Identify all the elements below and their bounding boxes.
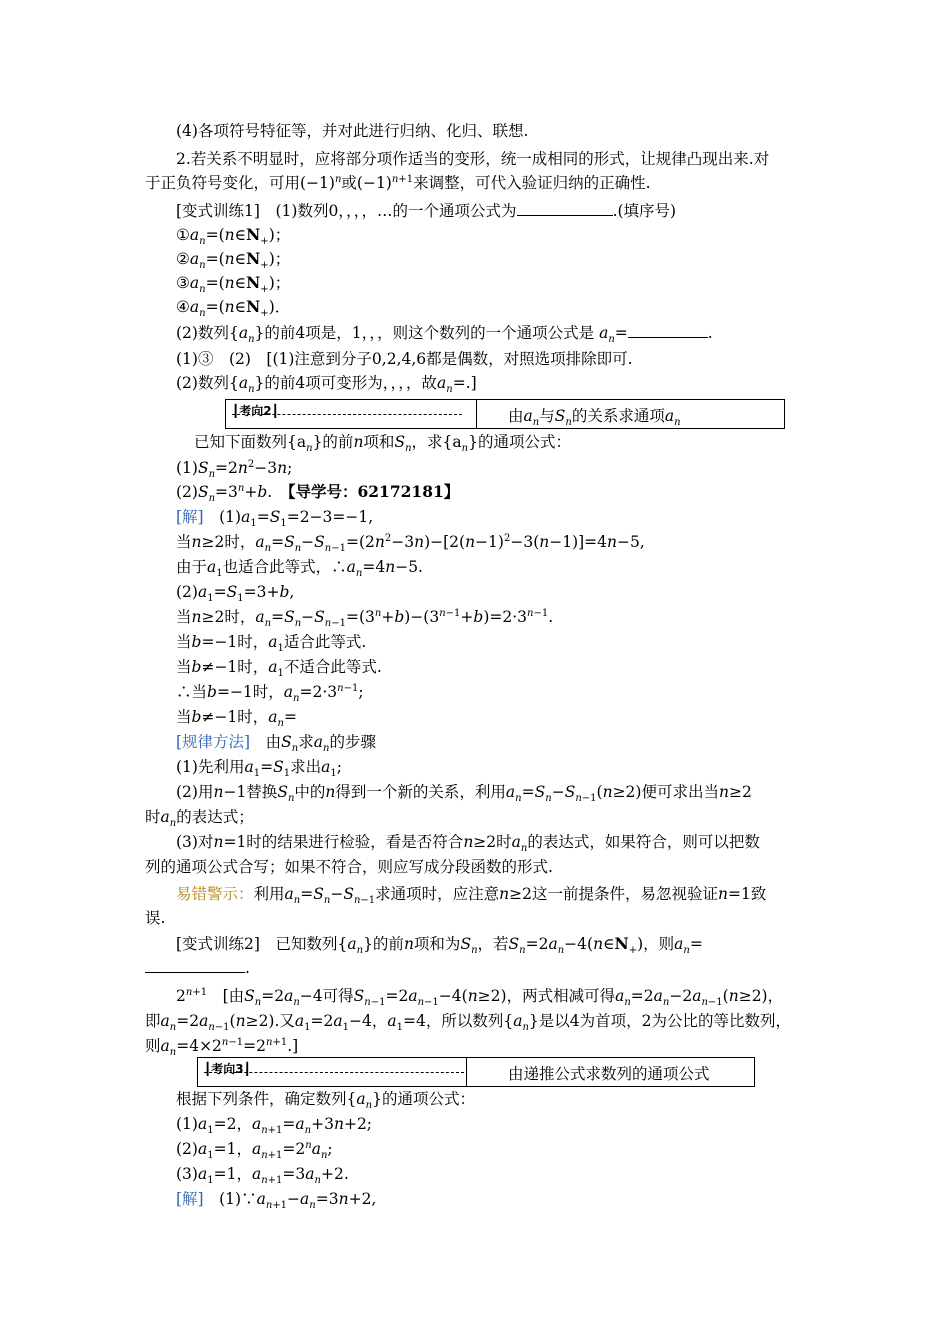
- variant-training-2: [变式训练2] 已知数列$\{a_n\}$的前n项和为$S_n$，若$S_n=2a_n-4(n\in N_+)$，则$a_n=$: [176, 934, 703, 957]
- recur-1: $(1)a_1=2$，$a_{n+1}=a_n+3n+2$;: [176, 1115, 373, 1137]
- problem-intro-2: 已知下面数列$\{a_n\}$的前n项和$S_n$，求$\{a_n\}$的通项公式：: [194, 433, 571, 455]
- section-tag: ┃考向2┃: [232, 404, 279, 418]
- rule-3a: (3)对n=1时的结果进行检验，看是否符合n≥2时$a_n$的表达式，如果符合，则可以把数: [176, 833, 760, 855]
- section-header-3: [197, 1057, 755, 1087]
- section-title-3: 由递推公式求数列的通项公式: [508, 1065, 710, 1083]
- solution-4: $(2)a_1=S_1=3+b$,: [176, 583, 295, 605]
- rule-3b: 列的通项公式合写；如果不符合，则应写成分段函数的形式.: [145, 858, 553, 876]
- recur-3: $(3)a_1=1$，$a_{n+1}=3a_n+2$.: [176, 1165, 349, 1187]
- variant-answer-3: 则$a_n=4\times 2^{n-1}=2^{n+1}$.]: [145, 1036, 299, 1059]
- section-header-2: [225, 399, 785, 429]
- rule-title: [规律方法] 由$S_n$求$a_n$的步骤: [176, 733, 376, 755]
- solution-3: 由于$a_1$也适合此等式，$\therefore a_n=4n-5$.: [176, 558, 423, 580]
- rule-tag: [规律方法]: [176, 733, 251, 751]
- recur-2: $(2)a_1=1$，$a_{n+1}=2^na_n$;: [176, 1139, 333, 1162]
- solution-tag: [解]: [176, 508, 204, 526]
- answer-line-2: (2)数列$\{a_n\}$的前4项可变形为，，，，故$a_n=$.]: [176, 374, 477, 396]
- solution-1: [解] $(1)a_1=S_1=2-3=-1$,: [176, 508, 374, 530]
- answer-blank-3-line: .: [145, 957, 250, 979]
- answer-blank: [517, 201, 613, 216]
- solution-2: 当n≥2时，$a_n=S_n-S_{n-1}=(2n^2-3n)-[2(n-1)^2-3(n-1)]=4n-5$,: [176, 532, 645, 555]
- option-1: $①a_n=(n\in N_+)$；: [176, 225, 291, 248]
- section-title: 由$a_n$与$S_n$的关系求通项$a_n$: [508, 407, 681, 429]
- text-line-1: (4)各项符号特征等，并对此进行归纳、化归、联想.: [176, 122, 529, 140]
- rule-2a: (2)用n−1替换$S_n$中的n得到一个新的关系，利用$a_n=S_n-S_{n-1}(n\ge 2)$便可求出当n≥2: [176, 783, 752, 805]
- variant-answer-2: 即$a_n=2a_{n-1}(n\ge 2)$.又$a_1=2a_1-4$，$a_1=4$，所以数列$\{a_n\}$是以4为首项，2为公比的等比数列，: [145, 1012, 792, 1034]
- option-3: $③a_n=(n\in N_+)$；: [176, 273, 291, 296]
- case-2: $(2)S_n=3^n+b$. 【导学号：62172181】: [176, 482, 460, 505]
- answer-blank-3: [145, 958, 245, 973]
- solution-6: 当b=−1时，$a_1$适合此等式.: [176, 633, 367, 655]
- variant-tag: [变式训练1]: [176, 202, 260, 220]
- warning-tag: 易错警示：: [176, 885, 254, 903]
- answer-blank-2: [628, 323, 708, 338]
- text-line-2b: 于正负符号变化，可用$(-1)^n$或$(-1)^{n+1}$来调整，可代入验证归纳的正确性.: [145, 173, 651, 192]
- answer-line-1: (1)③ (2) [(1)注意到分子0,2,4,6都是偶数，对照选项排除即可.: [176, 350, 633, 368]
- variant-training-1: [变式训练1] (1)数列0，，，，…的一个通项公式为 .(填序号): [176, 202, 677, 220]
- case-1: $(1)S_n=2n^2-3n$;: [176, 458, 293, 481]
- solution-8: ∴当b=−1时，$a_n=2\cdot 3^{n-1}$;: [176, 682, 364, 705]
- warning-line-2: 误.: [145, 909, 166, 927]
- text-line-2a: 2.若关系不明显时，应将部分项作适当的变形，统一成相同的形式，让规律凸现出来.对: [176, 150, 770, 168]
- section-tag-3: ┃考向3┃: [204, 1062, 251, 1076]
- rule-1: (1)先利用$a_1=S_1$求出$a_1$;: [176, 758, 342, 780]
- solution-9: 当b≠−1时，$a_n=$: [176, 708, 297, 730]
- solution-7: 当b≠−1时，$a_1$不适合此等式.: [176, 658, 382, 680]
- warning-line-1: 易错警示：利用$a_n=S_n-S_{n-1}$求通项时，应注意n≥2这一前提条件，易忽视验证n=1致: [176, 885, 767, 907]
- variant-answer-1: $2^{n+1}$ [由$S_n=2a_n-4$可得$S_{n-1}=2a_{n-1}-4(n\ge 2)$，两式相减可得$a_n=2a_n-2a_{n-1}(n\ge 2)$，: [176, 986, 784, 1009]
- option-2: $②a_n=(n\in N_+)$；: [176, 249, 291, 272]
- option-4: $④a_n=(n\in N_+)$．: [176, 297, 291, 320]
- solution-5: 当n≥2时，$a_n=S_n-S_{n-1}=(3^n+b)-(3^{n-1}+b)=2\cdot 3^{n-1}$.: [176, 607, 554, 630]
- rule-2b: 时$a_n$的表达式；: [145, 808, 254, 830]
- problem-intro-3: 根据下列条件，确定数列$\{a_n\}$的通项公式：: [176, 1090, 475, 1112]
- solution-3-start: [解] $(1)\because a_{n+1}-a_n=3n+2$,: [176, 1190, 377, 1212]
- question-2: (2)数列$\{a_n\}$的前4项是，1，，，则这个数列的一个通项公式是 $a_n=$ .: [176, 324, 713, 346]
